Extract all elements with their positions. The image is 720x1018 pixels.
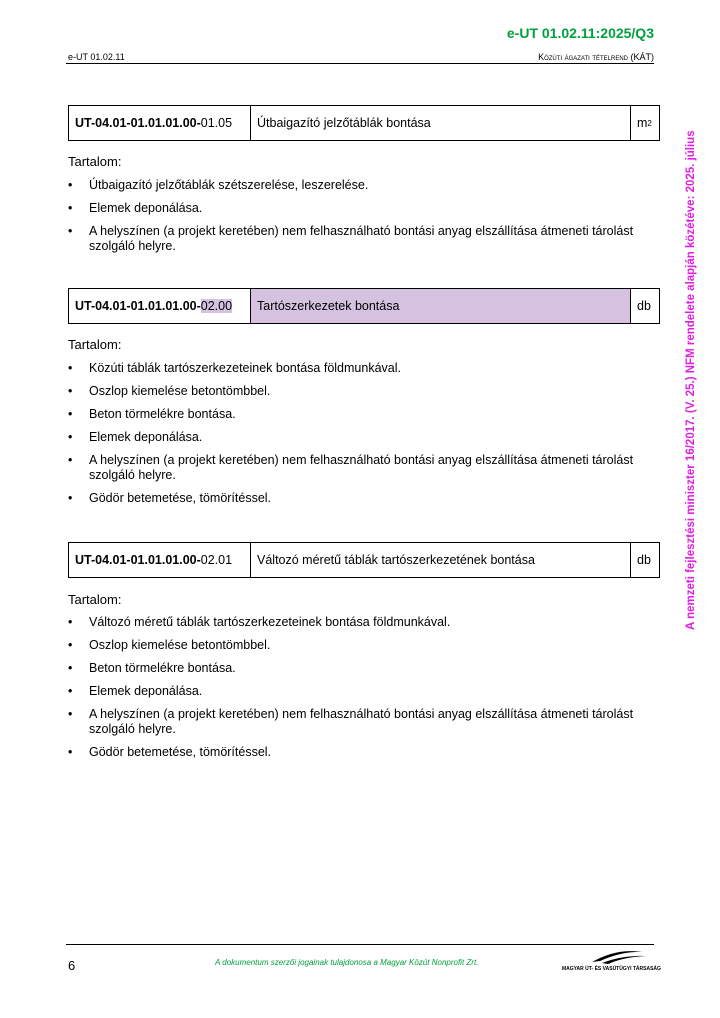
list-item: • Beton törmelékre bontása. — [68, 661, 648, 676]
content-label: Tartalom: — [68, 337, 122, 352]
list-item: • A helyszínen (a projekt keretében) nem felhasználható bontási anyag elszállítása átmeneti tárolást szolgáló helyre. — [68, 453, 648, 483]
list-item: • Változó méretű táblák tartószerkezeteinek bontása földmunkával. — [68, 615, 648, 630]
list-item: • A helyszínen (a projekt keretében) nem felhasználható bontási anyag elszállítása átmeneti tárolást szolgáló helyre. — [68, 707, 648, 737]
item-code — [69, 289, 251, 323]
list-item: • Útbaigazító jelzőtáblák szétszerelése, leszerelése. — [68, 178, 648, 193]
bullet-list — [68, 361, 648, 514]
item-code-main: UT-04.01-01.01.01.00- — [75, 116, 201, 130]
list-item: • Oszlop kiemelése betontömbbel. — [68, 638, 648, 653]
list-item: • Közúti táblák tartószerkezeteinek bontása földmunkával. — [68, 361, 648, 376]
item-code-tail: 01.05 — [200, 116, 233, 130]
item-unit: db — [637, 299, 651, 313]
list-item: • Elemek deponálása. — [68, 201, 648, 216]
item-box — [68, 542, 660, 578]
list-item: • Elemek deponálása. — [68, 684, 648, 699]
item-code-main: UT-04.01-01.01.01.00- — [75, 299, 201, 313]
item-unit: db — [637, 553, 651, 567]
item-code — [69, 106, 251, 140]
item-unit: m 2 — [637, 116, 652, 130]
list-item: • Gödör betemetése, tömörítéssel. — [68, 745, 648, 760]
content-label: Tartalom: — [68, 154, 122, 169]
item-box — [68, 105, 660, 141]
bullet-list — [68, 615, 648, 768]
footer-rule — [66, 944, 654, 945]
side-publication-note: A nemzeti fejlesztési miniszter 16/2017. (V. 25.) NFM rendelete alapján közétéve: 2025. július — [685, 130, 697, 630]
doc-code: e-UT 01.02.11:2025/Q3 — [506, 25, 654, 41]
item-code-tail: 02.01 — [200, 553, 233, 567]
item-code-main: UT-04.01-01.01.01.00- — [75, 553, 201, 567]
unit-superscript: 2 — [647, 118, 652, 128]
list-item: • Oszlop kiemelése betontömbbel. — [68, 384, 648, 399]
bullet-list — [68, 178, 648, 262]
company-logo — [562, 946, 661, 972]
item-name: Változó méretű táblák tartószerkezetének bontása — [251, 543, 631, 577]
logo-swoosh-icon — [562, 946, 654, 966]
list-item: • Elemek deponálása. — [68, 430, 648, 445]
header-right: Közúti ágazati tételrend (KÁT) — [538, 52, 654, 62]
item-name: Útbaigazító jelzőtáblák bontása — [251, 106, 631, 140]
item-name: Tartószerkezetek bontása — [251, 289, 631, 323]
item-code-tail: 02.00 — [200, 299, 233, 313]
list-item: • Beton törmelékre bontása. — [68, 407, 648, 422]
header-rule — [66, 63, 654, 64]
logo-text: MAGYAR ÚT- ÉS VASÚTÜGYI TÁRSASÁG — [562, 966, 661, 972]
header-left: e-UT 01.02.11 — [68, 52, 125, 62]
page-number: 6 — [68, 958, 76, 973]
content-label: Tartalom: — [68, 592, 122, 607]
item-code — [69, 543, 251, 577]
copyright-note: A dokumentum szerzői jogainak tulajdonosa a Magyar Közút Nonprofit Zrt. — [215, 958, 479, 967]
list-item: • Gödör betemetése, tömörítéssel. — [68, 491, 648, 506]
item-box — [68, 288, 660, 324]
list-item: • A helyszínen (a projekt keretében) nem felhasználható bontási anyag elszállítása átmeneti tárolást szolgáló helyre. — [68, 224, 648, 254]
